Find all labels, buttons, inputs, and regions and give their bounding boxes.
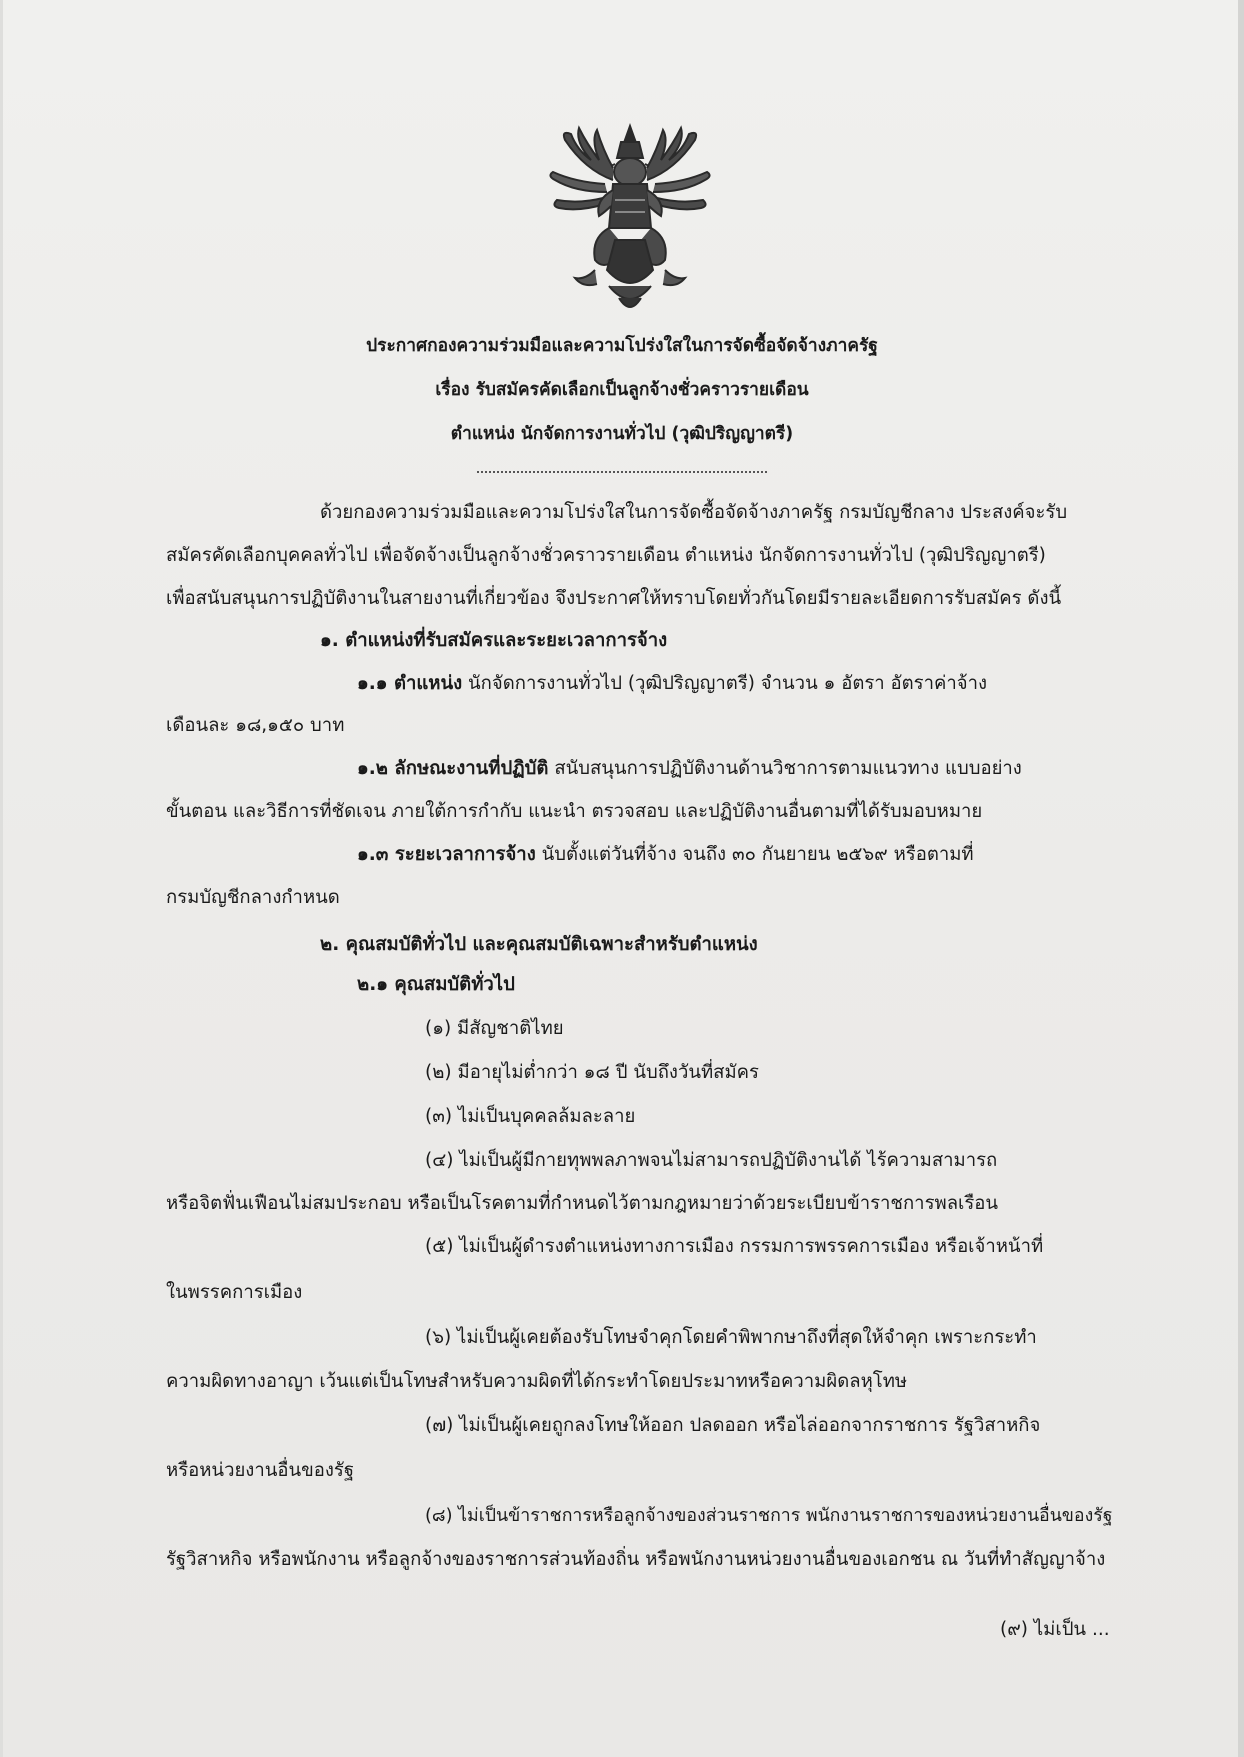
title-divider (477, 471, 767, 473)
qualification-item-5-cont: ในพรรคการเมือง (166, 1282, 303, 1303)
section1-2-label: ๑.๒ ลักษณะงานที่ปฏิบัติ (357, 758, 549, 779)
section1-1-cont: เดือนละ ๑๘,๑๕๐ บาท (166, 715, 345, 736)
section2-1-heading: ๒.๑ คุณสมบัติทั่วไป (357, 974, 515, 995)
title-line-2: เรื่อง รับสมัครคัดเลือกเป็นลูกจ้างชั่วคราวรายเดือน (435, 380, 809, 400)
section1-1 (357, 671, 987, 697)
section1-3-text: นับตั้งแต่วันที่จ้าง จนถึง ๓๐ กันยายน ๒๕๖๙ หรือตามที่ (535, 844, 974, 865)
qualification-item-7: (๗) ไม่เป็นผู้เคยถูกลงโทษให้ออก ปลดออก หรือไล่ออกจากราชการ รัฐวิสาหกิจ (425, 1415, 1041, 1436)
qualification-item-8: (๘) ไม่เป็นข้าราชการหรือลูกจ้างของส่วนราชการ พนักงานราชการของหน่วยงานอื่นของรัฐ (425, 1506, 1113, 1526)
section2-heading: ๒. คุณสมบัติทั่วไป และคุณสมบัติเฉพาะสำหรับตำแหน่ง (320, 934, 758, 955)
section1-2-cont: ขั้นตอน และวิธีการที่ชัดเจน ภายใต้การกำกับ แนะนำ ตรวจสอบ และปฏิบัติงานอื่นตามที่ได้รับมอบหมาย (166, 801, 983, 822)
intro-line-3: เพื่อสนับสนุนการปฏิบัติงานในสายงานที่เกี่ยวข้อง จึงประกาศให้ทราบโดยทั่วกันโดยมีรายละเอียดการรับสมัคร ดังนี้ (166, 588, 1062, 609)
page-edge-left (0, 0, 3, 1757)
intro-line-1: ด้วยกองความร่วมมือและความโปร่งใสในการจัดซื้อจัดจ้างภาครัฐ กรมบัญชีกลาง ประสงค์จะรับ (320, 502, 1068, 523)
section1-heading: ๑. ตำแหน่งที่รับสมัครและระยะเวลาการจ้าง (320, 630, 668, 651)
qualification-item-6-cont: ความผิดทางอาญา เว้นแต่เป็นโทษสำหรับความผิดที่ได้กระทำโดยประมาทหรือความผิดลหุโทษ (166, 1371, 908, 1392)
garuda-emblem-icon (535, 120, 725, 320)
section1-3 (357, 842, 974, 868)
section1-3-label: ๑.๓ ระยะเวลาการจ้าง (357, 844, 536, 865)
qualification-item-3: (๓) ไม่เป็นบุคคลล้มละลาย (425, 1106, 636, 1127)
section1-1-label: ๑.๑ ตำแหน่ง (357, 673, 463, 694)
qualification-item-2: (๒) มีอายุไม่ต่ำกว่า ๑๘ ปี นับถึงวันที่สมัคร (425, 1062, 759, 1083)
qualification-item-4: (๔) ไม่เป็นผู้มีกายทุพพลภาพจนไม่สามารถปฏิบัติงานได้ ไร้ความสามารถ (425, 1150, 998, 1171)
section1-3-cont: กรมบัญชีกลางกำหนด (166, 887, 340, 908)
qualification-item-4-cont: หรือจิตฟั่นเฟือนไม่สมประกอบ หรือเป็นโรคตามที่กำหนดไว้ตามกฎหมายว่าด้วยระเบียบข้าราชการพลเรือน (166, 1193, 999, 1214)
qualification-item-6: (๖) ไม่เป็นผู้เคยต้องรับโทษจำคุกโดยคำพิพากษาถึงที่สุดให้จำคุก เพราะกระทำ (425, 1327, 1037, 1348)
page-edge-right (1238, 0, 1244, 1757)
section1-1-text: นักจัดการงานทั่วไป (วุฒิปริญญาตรี) จำนวน ๑ อัตรา อัตราค่าจ้าง (462, 673, 988, 694)
title-line-3: ตำแหน่ง นักจัดการงานทั่วไป (วุฒิปริญญาตรี) (450, 424, 794, 444)
intro-line-2: สมัครคัดเลือกบุคคลทั่วไป เพื่อจัดจ้างเป็นลูกจ้างชั่วคราวรายเดือน ตำแหน่ง นักจัดการงานทั่วไป (วุฒิปริญญาตรี) (166, 545, 1046, 566)
qualification-item-7-cont: หรือหน่วยงานอื่นของรัฐ (166, 1460, 355, 1481)
section1-2 (357, 756, 1022, 782)
page-continuation: (๙) ไม่เป็น ... (1000, 1619, 1110, 1640)
title-line-1: ประกาศกองความร่วมมือและความโปร่งใสในการจัดซื้อจัดจ้างภาครัฐ (366, 336, 878, 356)
qualification-item-1: (๑) มีสัญชาติไทย (425, 1018, 564, 1039)
section1-2-text: สนับสนุนการปฏิบัติงานด้านวิชาการตามแนวทาง แบบอย่าง (548, 758, 1022, 779)
qualification-item-8-cont: รัฐวิสาหกิจ หรือพนักงาน หรือลูกจ้างของราชการส่วนท้องถิ่น หรือพนักงานหน่วยงานอื่นของเอกชน ณ วันที่ทำสัญญาจ้าง (166, 1549, 1106, 1570)
qualification-item-5: (๕) ไม่เป็นผู้ดำรงตำแหน่งทางการเมือง กรรมการพรรคการเมือง หรือเจ้าหน้าที่ (425, 1236, 1044, 1257)
